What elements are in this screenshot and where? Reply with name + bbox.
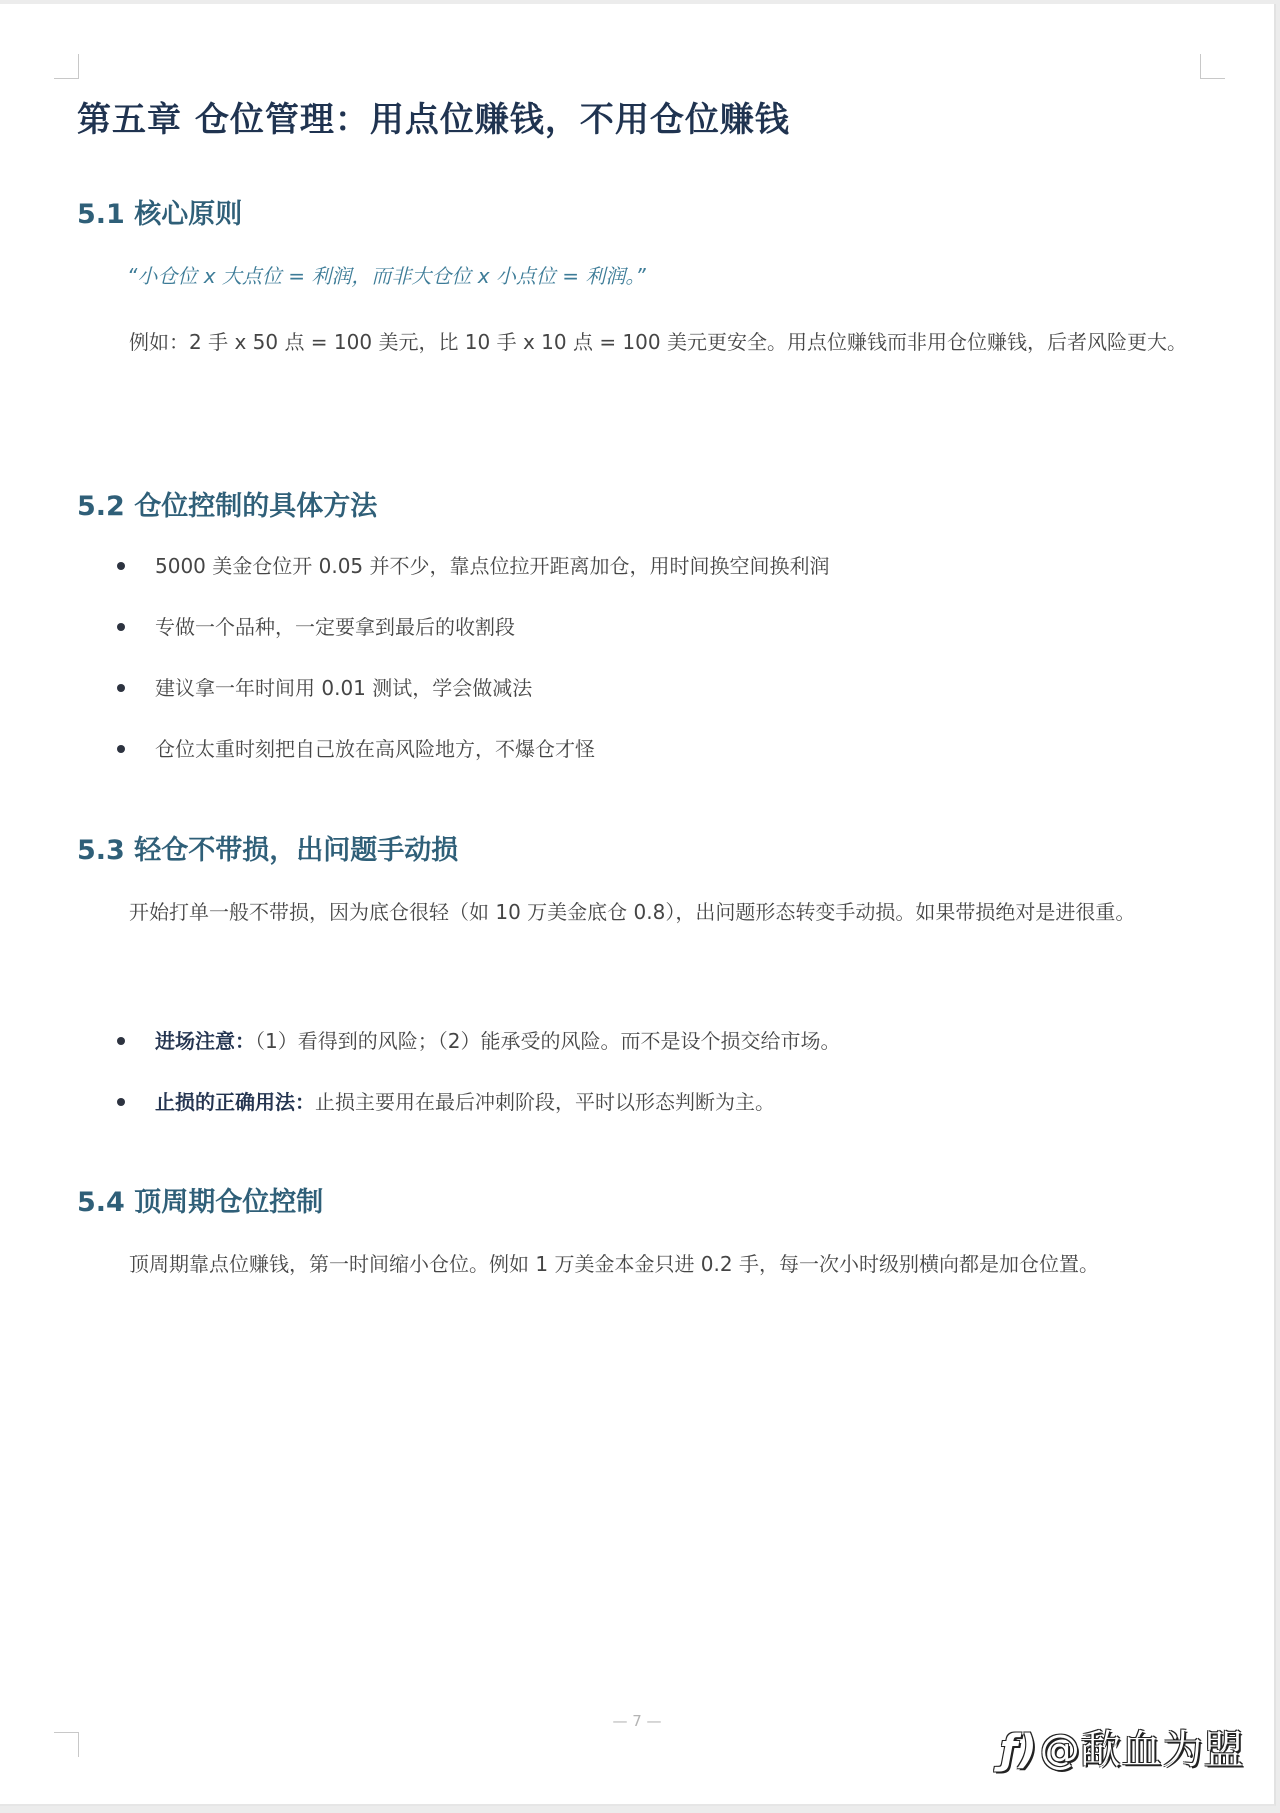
bullet-icon (117, 745, 125, 753)
section-heading-5-3: 5.3 轻仓不带损，出问题手动损 (77, 835, 459, 866)
section-5-1-paragraph: 例如：2 手 x 50 点 = 100 美元，比 10 手 x 10 点 = 100 美元更安全。用点位赚钱而非用仓位赚钱，后者风险更大。 (129, 330, 1187, 354)
section-5-4-paragraph: 顶周期靠点位赚钱，第一时间缩小仓位。例如 1 万美金本金只进 0.2 手，每一次小时级别横向都是加仓位置。 (129, 1252, 1099, 1276)
list-item: 5000 美金仓位开 0.05 并不少，靠点位拉开距离加仓，用时间换空间换利润 (77, 551, 1201, 612)
section-heading-5-1: 5.1 核心原则 (77, 199, 243, 230)
crop-mark-bottom-left (54, 1732, 79, 1757)
section-5-3-paragraph: 开始打单一般不带损，因为底仓很轻（如 10 万美金底仓 0.8），出问题形态转变手动损。如果带损绝对是进很重。 (129, 900, 1136, 924)
section-5-2-list (77, 551, 1201, 795)
list-item: 止损的正确用法：止损主要用在最后冲刺阶段，平时以形态判断为主。 (77, 1087, 1201, 1148)
bullet-icon (117, 684, 125, 692)
entry-note-label: 进场注意： (155, 1029, 255, 1053)
crop-mark-top-left (54, 54, 79, 79)
document-page (0, 4, 1276, 1806)
crop-mark-top-right (1200, 54, 1225, 79)
section-5-3-list (77, 1026, 1201, 1148)
list-item: 建议拿一年时间用 0.01 测试，学会做减法 (77, 673, 1201, 734)
list-item: 仓位太重时刻把自己放在高风险地方，不爆仓才怪 (77, 734, 1201, 795)
weibo-logo-icon: ƒ) (1000, 1727, 1038, 1773)
list-item: 专做一个品种，一定要拿到最后的收割段 (77, 612, 1201, 673)
chapter-title: 第五章 仓位管理：用点位赚钱，不用仓位赚钱 (77, 100, 790, 140)
watermark (1000, 1718, 1245, 1775)
section-heading-5-4: 5.4 顶周期仓位控制 (77, 1187, 324, 1218)
core-principle-quote: “小仓位 x 大点位 = 利润，而非大仓位 x 小点位 = 利润。” (127, 264, 646, 288)
section-heading-5-2: 5.2 仓位控制的具体方法 (77, 491, 378, 522)
list-item: 进场注意：（1）看得到的风险；（2）能承受的风险。而不是设个损交给市场。 (77, 1026, 1201, 1087)
stop-loss-usage-label: 止损的正确用法： (155, 1090, 315, 1114)
bullet-icon (117, 1037, 125, 1045)
bullet-icon (117, 623, 125, 631)
page-number: — 7 — (612, 1712, 662, 1730)
watermark-text: @歃血为盟 (1039, 1727, 1245, 1773)
bullet-icon (117, 1098, 125, 1106)
bullet-icon (117, 562, 125, 570)
